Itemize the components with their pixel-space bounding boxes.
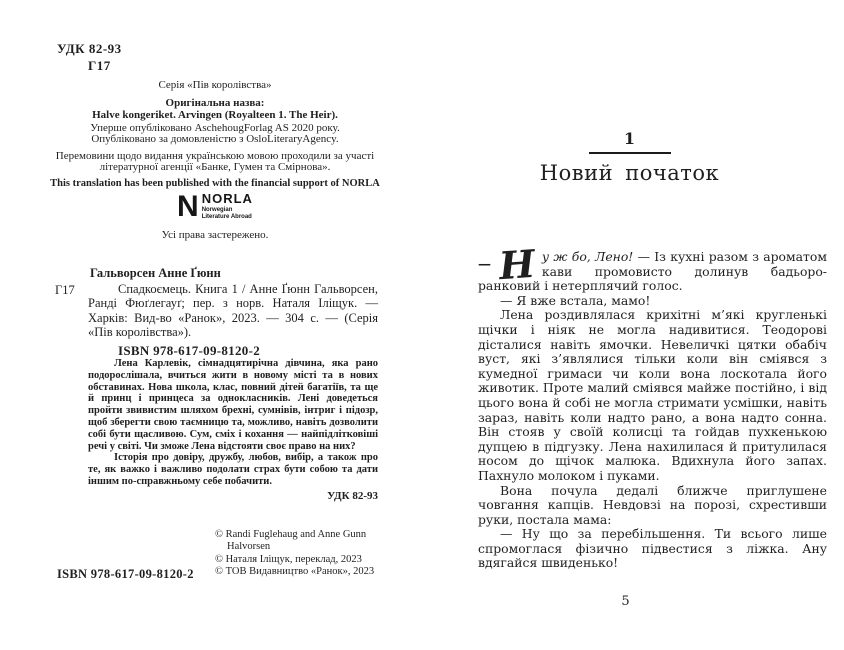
copyright-line: © Randi Fuglehaug and Anne Gunn Halvorsen	[215, 529, 367, 553]
isbn-bottom: ISBN 978-617-09-8120-2	[57, 567, 194, 581]
norla-logo-subtitle: Norwegian Literature Abroad	[201, 207, 252, 220]
norla-logo-text	[202, 192, 253, 221]
bibliography-isbn: ISBN 978-617-09-8120-2	[118, 343, 261, 359]
body-paragraph-2: — Я вже встала, мамо!	[500, 292, 651, 308]
chapter-body	[478, 240, 827, 571]
negotiations-line-1: Перемовини щодо видання українською мовою проходили за участі	[55, 150, 375, 162]
left-page	[52, 40, 378, 620]
chapter-heading	[455, 129, 804, 185]
right-page	[478, 0, 827, 650]
body-paragraph-1	[478, 240, 827, 294]
drop-cap-letter: Н	[497, 240, 537, 289]
original-title-label: Оригінальна назва:	[165, 97, 265, 109]
norla-logo-title: NORLA	[201, 191, 253, 206]
series-line: Серія «Пів королівства»	[158, 79, 272, 91]
annotation-block	[88, 358, 378, 503]
first-publication-line: Уперше опубліковано AschehougForlag AS 2020 року.	[90, 122, 340, 134]
norla-logo	[177, 192, 253, 222]
negotiations-line-2: літературної агенції «Банке, Гумен та Смірнова».	[99, 161, 331, 173]
page-number: 5	[621, 594, 630, 609]
chapter-divider-rule	[589, 152, 671, 154]
bibliography-block	[52, 266, 378, 359]
original-title: Halve kongeriket. Arvingen (Royalteen 1. The Heir).	[92, 109, 338, 121]
norla-n-icon: N	[177, 190, 198, 223]
rights-reserved-line: Усі права застережено.	[161, 229, 269, 241]
copyright-column	[215, 529, 387, 578]
dialogue-dash: —	[478, 257, 491, 272]
udk-number: УДК 82-93	[57, 41, 122, 56]
body-paragraph-3: Лена роздивлялася крихітні м’які кругленькі щічки і ніяк не могла надивитися. Теодорові дісталися навіть ямочки. Невеличкі цятки обабіч вуст, які з’являлися тільки коли він сміявся з кумедної гримаси чи коли вона лоскотала його животик. Проте малий сміявся майже постійно, і від цього вона й собі не могла стримати усмішки, навіть зараз, навіть коли надто рано, а вона надто сонна. Він стояв у своїй колисці та гойдав пухкенькою дупцею в підгузку. Лена нахилилася й притулилася носом до щічок малюка. Вдихнула його запах. Пахнуло молоком і пуками.	[478, 307, 827, 483]
norla-logo-wrap	[42, 192, 388, 222]
bibliography-author: Гальворсен Анне Ґюнн	[90, 266, 221, 280]
bibliography-entry: Спадкоємець. Книга 1 / Анне Ґюнн Гальворсен, Ранді Фюґлегауґ; пер. з норв. Наталя Іліщук. — Харків: Вид-во «Ранок», 2023. — 304 с. — (Серія «Пів королівства»).	[88, 282, 378, 339]
udk-block	[57, 40, 122, 74]
paragraph-1-text: — Із кухні разом з ароматом кави промовисто долинув бадьоро-ранковий і нетерплячий голос.	[478, 249, 827, 294]
body-paragraph-5: — Ну що за перебільшення. Ти всього лише спромоглася фізично підвестися з ліжка. Ану вдягайся швиденько!	[478, 526, 827, 571]
paragraph-opening	[478, 240, 537, 289]
norla-support-line: This translation has been published with the financial support of NORLA	[50, 178, 380, 189]
annotation-paragraph-2: Історія про довіру, дружбу, любов, вибір, а також про те, як важко і важливо подолати страх бути собою та дати іншим по-справжньому себе побачити.	[88, 452, 378, 487]
chapter-number: 1	[623, 129, 636, 148]
bibliography-code: Г17	[55, 283, 75, 297]
copyright-line: © ТОВ Видавництво «Ранок», 2023	[215, 565, 375, 577]
body-paragraph-4: Вона почула дедалі ближче приглушене човгання капців. Невдовзі на порозі, схрестивши руки, постала мама:	[478, 482, 827, 527]
agreement-line: Опубліковано за домовленістю з OsloLiteraryAgency.	[91, 133, 339, 145]
chapter-title: Новий початок	[539, 161, 720, 185]
opening-italic-phrase: у ж бо, Лено!	[541, 249, 634, 264]
author-code: Г17	[88, 58, 111, 73]
annotation-paragraph-1: Лена Карлевік, сімнадцятирічна дівчина, яка рано подорослішала, вчиться жити в новому місті та в нових обставинах. Нова школа, клас, повний дітей багатіїв, та ще й принц і принцеса за однокласників. Лені доведеться пройти звивистим шляхом брехні, сумнівів, інтриг і підозр, щоб зберегти свою таємницю та, можливо, навіть дозволити собі бути щасливою. Сум, сміх і кохання — найпідлітковіші речі у світі. Чи зможе Лена відстояти своє право на них?	[88, 358, 378, 452]
udk-bottom: УДК 82-93	[327, 489, 378, 502]
copyright-block	[52, 529, 378, 619]
copyright-line: © Наталя Іліщук, переклад, 2023	[215, 553, 362, 565]
